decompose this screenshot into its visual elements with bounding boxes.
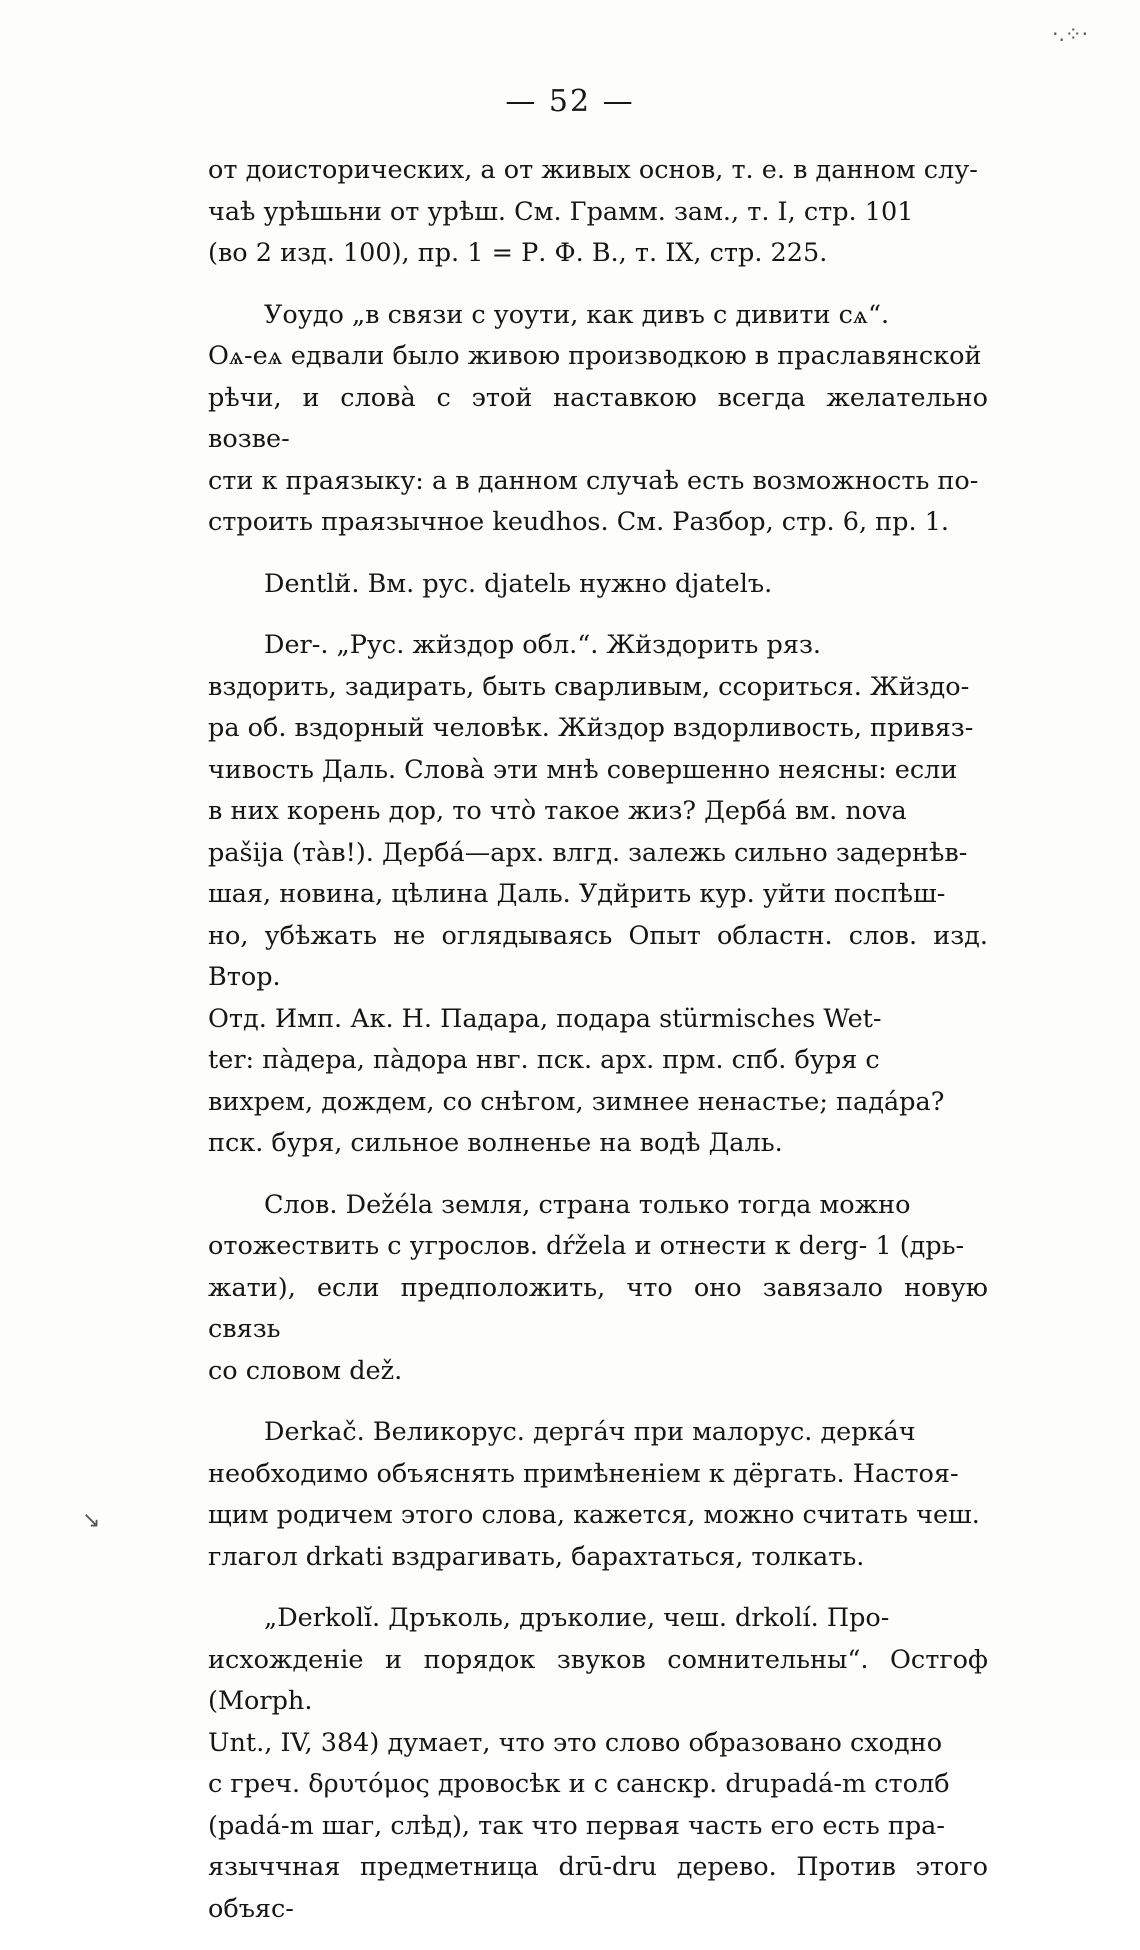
text-line: отожествить с угрослов. dŕžela и отнести к derg- 1 (дрь- [208, 1231, 965, 1261]
paragraph-5 [208, 1185, 988, 1393]
text-line: вздорить, задирать, быть сварливым, ссориться. Жйздо- [208, 671, 970, 702]
paragraph-3 [208, 564, 988, 606]
text-line: языччная предметница drū-dru дерево. Против этого объяс- [208, 1852, 988, 1924]
body-text [208, 150, 988, 1950]
paragraph-2 [208, 295, 988, 544]
text-line: Слов. Dežéla земля, страна только тогда можно [264, 1189, 911, 1220]
text-line: ter: па̀дера, па̀дора нвг. пск. арх. прм. спб. буря с [208, 1045, 880, 1075]
text-line: ра об. вздорный человѣк. Жйздор вздорливость, привяз- [208, 713, 974, 743]
text-line: (padá-m шаг, слѣд), так что первая часть его есть пра- [208, 1810, 945, 1841]
text-line: Уоудо „в связи с уоути, как дивъ с дивити сѧ“. [264, 299, 890, 330]
text-line: с греч. δρυτόμος дровосѣк и с санскр. drupadá-m столб [208, 1769, 950, 1799]
text-line: pašija (та̀в!). Дерба́—арх. влгд. залежь сильно задернѣв- [208, 837, 968, 868]
text-line: (во 2 изд. 100), пр. 1 = Р. Ф. В., т. IX, стр. 225. [208, 238, 828, 268]
text-line: пск. буря, сильное волненье на водѣ Даль. [208, 1128, 783, 1158]
paragraph-4 [208, 625, 988, 1165]
text-line: Отд. Имп. Ак. Н. Падара, подара stürmisches Wet- [208, 1003, 882, 1034]
text-line: „Derkolĭ. Дръколь, дръколие, чеш. drkolí. Про- [264, 1603, 890, 1633]
text-line: жати), если предположить, что оно завязало новую связь [208, 1272, 988, 1344]
text-line: в них корень дор, то что̀ такое жиз? Дерба́ вм. nova [208, 796, 907, 826]
text-line: Unt., IV, 384) думает, что это слово образовано сходно [208, 1727, 943, 1758]
paragraph-7 [208, 1598, 988, 1930]
page-number: — 52 — [505, 84, 635, 119]
text-line: Derkač. Великорус. дергáч при малорус. деркáч [264, 1417, 916, 1447]
text-line: строить праязычное keudhos. См. Разбор, стр. 6, пр. 1. [208, 507, 950, 537]
corner-mark-icon: ·.⁘· [1052, 22, 1088, 46]
text-line: вихрем, дождем, со снѣгом, зимнее ненастье; пада́ра? [208, 1086, 945, 1117]
text-line: глагол drkati вздрагивать, барахтаться, толкать. [208, 1541, 865, 1572]
text-line: шая, новина, цѣлина Даль. Удйрить кур. уйти поспѣш- [208, 879, 946, 909]
text-line: со словом dež. [208, 1355, 403, 1386]
text-line: необходимо объяснять примѣненіем к дёргать. Настоя- [208, 1458, 959, 1489]
text-line: чивость Даль. Словà эти мнѣ совершенно неясны: если [208, 754, 958, 785]
text-line: исхожденіе и порядок звуков сомнительны“. Остгоф (Morph. [208, 1644, 988, 1716]
text-line: Оѧ-еѧ едвали было живою производкою в праславянской [208, 341, 982, 371]
text-line: рѣчи, и словà с этой наставкою всегда желательно возве- [208, 382, 988, 454]
text-line: Dentlй. Вм. рус. djatelь нужно djatelъ. [264, 568, 773, 599]
text-line: от доисторических, а от живых основ, т. е. в данном слу- [208, 155, 978, 185]
text-line: чаѣ урѣшьни от урѣш. См. Грамм. зам., т. I, стр. 101 [208, 196, 914, 227]
paragraph-1 [208, 150, 988, 275]
paragraph-6 [208, 1412, 988, 1578]
text-line: сти к праязыку: а в данном случаѣ есть возможность по- [208, 465, 979, 496]
text-line: щим родичем этого слова, кажется, можно считать чеш. [208, 1500, 980, 1530]
text-line: но, убѣжать не оглядываясь Опыт областн. слов. изд. Втор. [208, 920, 988, 992]
text-line: Der-. „Рус. жйздор обл.“. Жйздорить ряз. [264, 630, 821, 660]
ink-mark-icon: ↘ [82, 1508, 101, 1533]
